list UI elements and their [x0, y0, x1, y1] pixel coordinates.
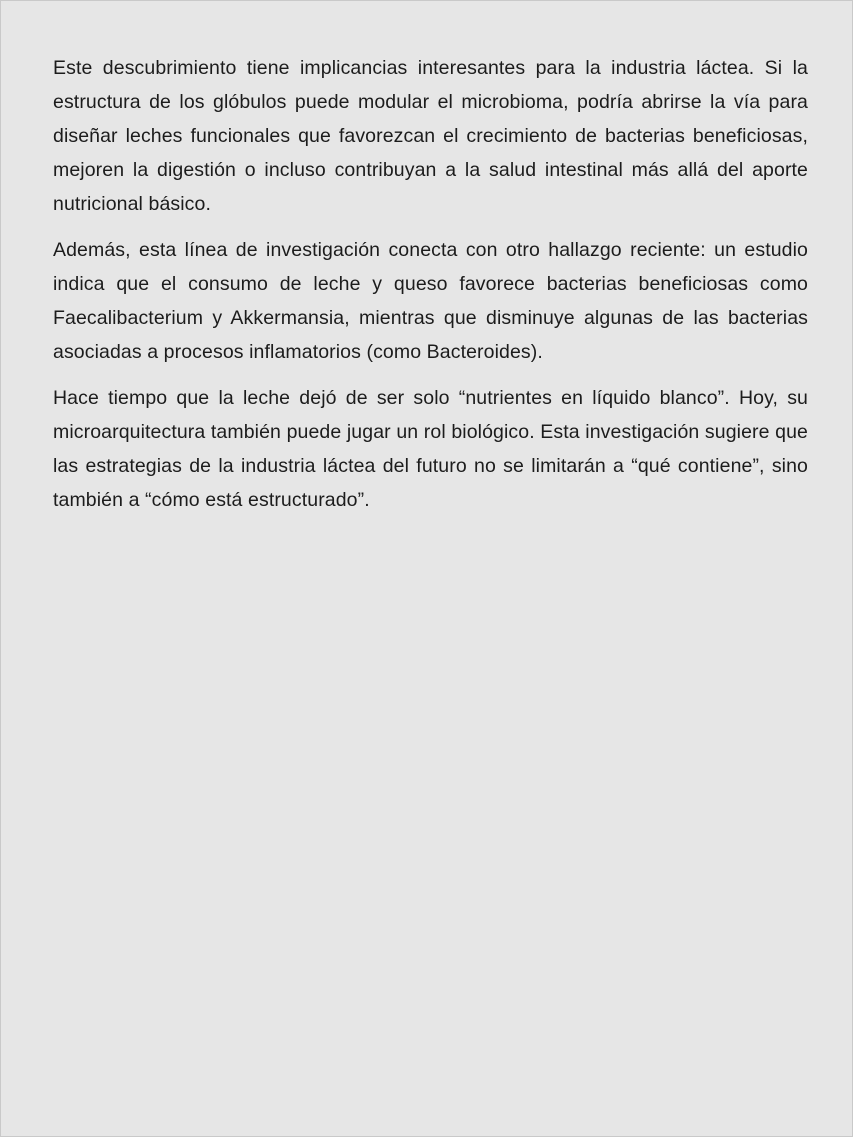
paragraph-3: Hace tiempo que la leche dejó de ser solo “nutrientes en líquido blanco”. Hoy, su microarquitectura también puede jugar un rol biológico. Esta investigación sugiere que las estrategias de la industria láctea del futuro no se limitarán a “qué contiene”, sino también a “cómo está estructurado”. — [53, 387, 808, 511]
paragraph-2: Además, esta línea de investigación conecta con otro hallazgo reciente: un estudio indica que el consumo de leche y queso favorece bacterias beneficiosas como Faecalibacterium y Akkermansia, mientras que disminuye algunas de las bacterias asociadas a procesos inflamatorios (como Bacteroides). — [53, 239, 808, 363]
document-body — [53, 51, 808, 517]
paragraph-1: Este descubrimiento tiene implicancias interesantes para la industria láctea. Si la estructura de los glóbulos puede modular el microbioma, podría abrirse la vía para diseñar leches funcionales que favorezcan el crecimiento de bacterias beneficiosas, mejoren la digestión o incluso contribuyan a la salud intestinal más allá del aporte nutricional básico. — [53, 57, 808, 215]
